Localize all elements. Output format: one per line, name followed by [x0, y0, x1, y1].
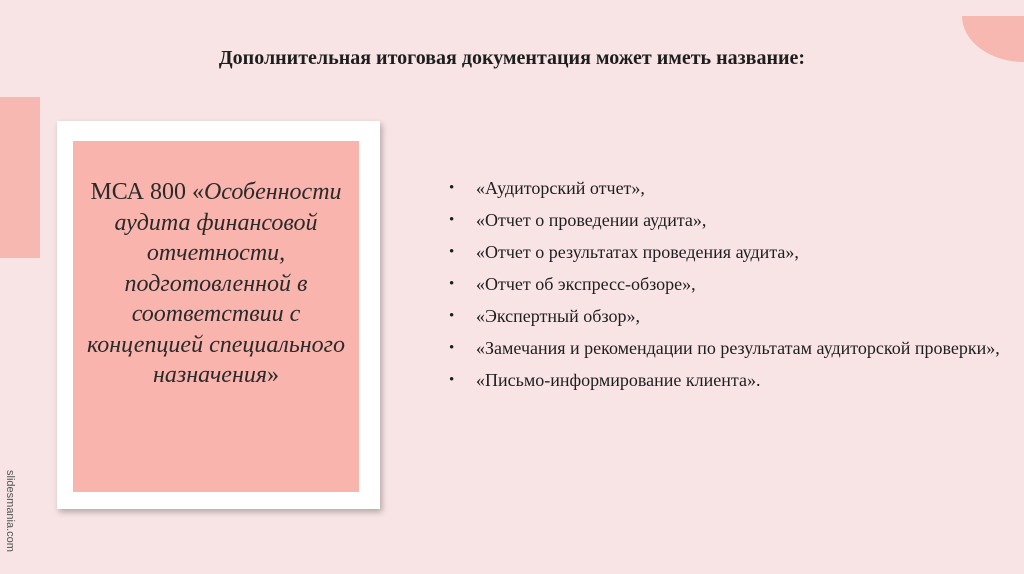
bullet-icon: • [449, 276, 455, 292]
list-item-text: «Отчет о результатах проведения аудита», [476, 242, 799, 262]
bullet-icon: • [449, 372, 455, 388]
decorative-left-bar [0, 97, 40, 258]
list-item-text: «Отчет о проведении аудита», [476, 210, 707, 230]
standard-card-suffix: » [267, 362, 280, 388]
bullet-icon: • [449, 340, 455, 356]
list-item-text: «Отчет об экспресс-обзоре», [476, 274, 696, 294]
standard-card-title: Особенности аудита финансовой отчетности, подготовленной в соответствии с концепцией специального назначения [86, 179, 346, 388]
list-item [446, 300, 1016, 332]
list-item [446, 268, 1016, 300]
list-item [446, 204, 1016, 236]
document-names-list [446, 172, 1016, 396]
bullet-icon: • [449, 212, 455, 228]
standard-card-text [81, 177, 351, 391]
standard-card [57, 121, 380, 509]
bullet-icon: • [449, 308, 455, 324]
bullet-icon: • [449, 180, 455, 196]
watermark-text: slidesmania.com [4, 470, 16, 552]
list-item-text: «Аудиторский отчет», [476, 178, 645, 198]
list-item [446, 236, 1016, 268]
standard-card-panel [73, 141, 359, 492]
list-item-text: «Замечания и рекомендации по результатам аудиторской проверки», [476, 338, 1000, 358]
list-item [446, 172, 1016, 204]
slide-title: Дополнительная итоговая документация может иметь название: [218, 47, 806, 69]
list-item [446, 364, 1016, 396]
list-item-text: «Экспертный обзор», [476, 306, 640, 326]
standard-card-prefix: МСА 800 « [90, 179, 204, 205]
list-item [446, 332, 1016, 364]
list-item-text: «Письмо-информирование клиента». [476, 370, 761, 390]
bullet-icon: • [449, 244, 455, 260]
